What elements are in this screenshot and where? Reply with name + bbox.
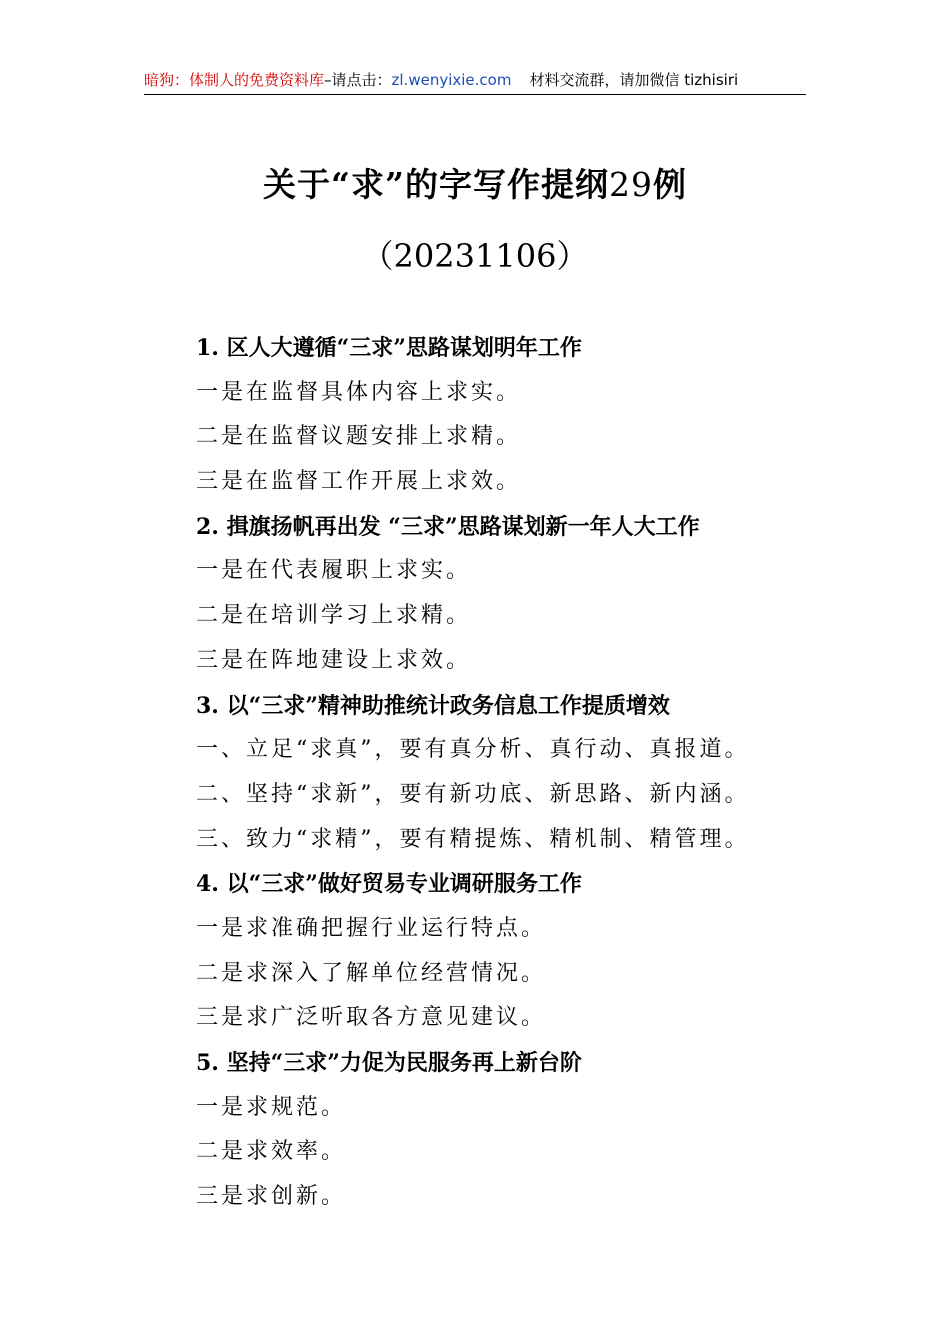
section-2-item-3: 三是在阵地建设上求效。 [196, 647, 472, 673]
page-header [144, 66, 806, 95]
section-4-item-3: 三是求广泛听取各方意见建议。 [196, 1005, 547, 1031]
section-heading-5: 5. 坚持“三求”力促为民服务再上新台阶 [196, 1050, 582, 1076]
title-text: 关于“求”的字写作提纲 [263, 165, 609, 204]
section-1-item-3: 三是在监督工作开展上求效。 [196, 469, 522, 495]
section-4-item-2: 二是求深入了解单位经营情况。 [196, 960, 547, 986]
header-separator: –请点击： [324, 71, 392, 89]
section-1-item-2: 二是在监督议题安排上求精。 [196, 424, 522, 450]
title-suffix: 例 [652, 165, 687, 204]
header-url-link[interactable]: zl.wenyixie.com [391, 71, 512, 89]
section-1-item-1: 一是在监督具体内容上求实。 [196, 379, 522, 405]
section-heading-1: 1. 区人大遵循“三求”思路谋划明年工作 [196, 335, 582, 361]
section-5-item-1: 一是求规范。 [196, 1094, 347, 1120]
section-2-item-1: 一是在代表履职上求实。 [196, 558, 472, 584]
section-3-item-3: 三、致力“求精”，要有精提炼、精机制、精管理。 [196, 826, 750, 852]
section-3-item-2: 二、坚持“求新”，要有新功底、新思路、新内涵。 [196, 781, 750, 807]
section-4-item-1: 一是求准确把握行业运行特点。 [196, 915, 547, 941]
title-number: 29 [608, 165, 653, 204]
header-site-name: 暗狗：体制人的免费资料库 [144, 71, 325, 89]
section-3-item-1: 一、立足“求真”，要有真分析、真行动、真报道。 [196, 737, 750, 763]
section-5-item-3: 三是求创新。 [196, 1184, 347, 1210]
section-heading-2: 2. 揖旗扬帆再出发 “三求”思路谋划新一年人大工作 [196, 513, 700, 540]
document-title [0, 160, 950, 210]
section-5-item-2: 二是求效率。 [196, 1139, 347, 1165]
document-body [196, 326, 816, 1220]
header-contact: 材料交流群，请加微信 tizhisiri [529, 71, 739, 89]
section-2-item-2: 二是在培训学习上求精。 [196, 603, 472, 629]
section-heading-4: 4. 以“三求”做好贸易专业调研服务工作 [196, 871, 582, 898]
document-date: （20231106） [361, 237, 589, 275]
section-heading-3: 3. 以“三求”精神助推统计政务信息工作提质增效 [196, 692, 670, 719]
